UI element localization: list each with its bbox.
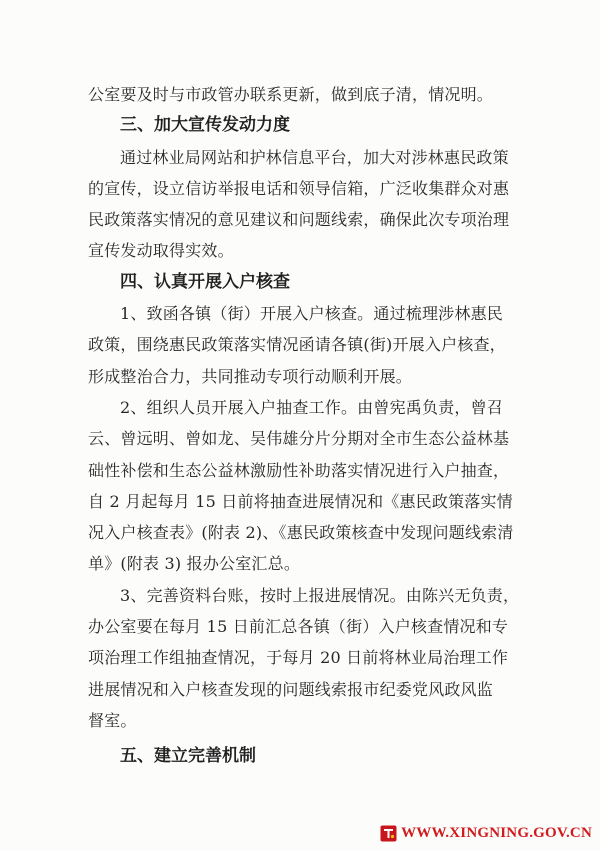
text-line: 单》(附表 3) 报办公室汇总。 bbox=[88, 554, 301, 574]
text-line: 办公室要在每月 15 日前汇总各镇（街）入户核查情况和专 bbox=[88, 617, 509, 637]
text-line: 1、致函各镇（街）开展入户核查。通过梳理涉林惠民 bbox=[120, 304, 503, 324]
section-heading-3: 三、加大宣传发动力度 bbox=[120, 115, 290, 136]
text-line: 况入户核查表》(附表 2)、《惠民政策核查中发现问题线索清 bbox=[88, 523, 514, 543]
text-line: 通过林业局网站和护林信息平台，加大对涉林惠民政策 bbox=[120, 147, 509, 167]
text-line: 础性补偿和生态公益林激励性补助落实情况进行入户抽查， bbox=[88, 460, 510, 480]
text-line: 云、曾远明、曾如龙、吴伟雄分片分期对全市生态公益林基 bbox=[88, 429, 510, 449]
text-line: 公室要及时与市政管办联系更新，做到底子清，情况明。 bbox=[88, 85, 494, 104]
text-line: 3、完善资料台账，按时上报进展情况。由陈兴无负责， bbox=[120, 585, 520, 605]
text-line: 的宣传，设立信访举报电话和领导信箱，广泛收集群众对惠 bbox=[88, 178, 510, 198]
text-line: 进展情况和入户核查发现的问题线索报市纪委党风政风监 bbox=[88, 679, 494, 699]
text-line: 形成整治合力，共同推动专项行动顺利开展。 bbox=[88, 366, 413, 386]
text-line: 民政策落实情况的意见建议和问题线索，确保此次专项治理 bbox=[88, 210, 510, 230]
text-line: 宣传发动取得实效。 bbox=[88, 241, 234, 261]
text-line: 项治理工作组抽查情况，于每月 20 日前将林业局治理工作 bbox=[88, 648, 509, 668]
section-heading-4: 四、认真开展入户核查 bbox=[120, 271, 290, 292]
text-line: 2、组织人员开展入户抽查工作。由曾宪禹负责，曾召 bbox=[120, 397, 503, 417]
xingning-logo-icon bbox=[380, 825, 397, 842]
document-page bbox=[88, 79, 528, 773]
website-url: WWW.XINGNING.GOV.CN bbox=[401, 824, 592, 841]
text-line: 自 2 月起每月 15 日前将抽查进展情况和《惠民政策落实情 bbox=[88, 491, 513, 511]
text-line: 督室。 bbox=[88, 710, 137, 730]
text-line: 政策，围绕惠民政策落实情况函请各镇(街)开展入户核查， bbox=[88, 335, 506, 355]
site-footer bbox=[380, 823, 592, 843]
section-heading-5: 五、建立完善机制 bbox=[120, 746, 256, 767]
